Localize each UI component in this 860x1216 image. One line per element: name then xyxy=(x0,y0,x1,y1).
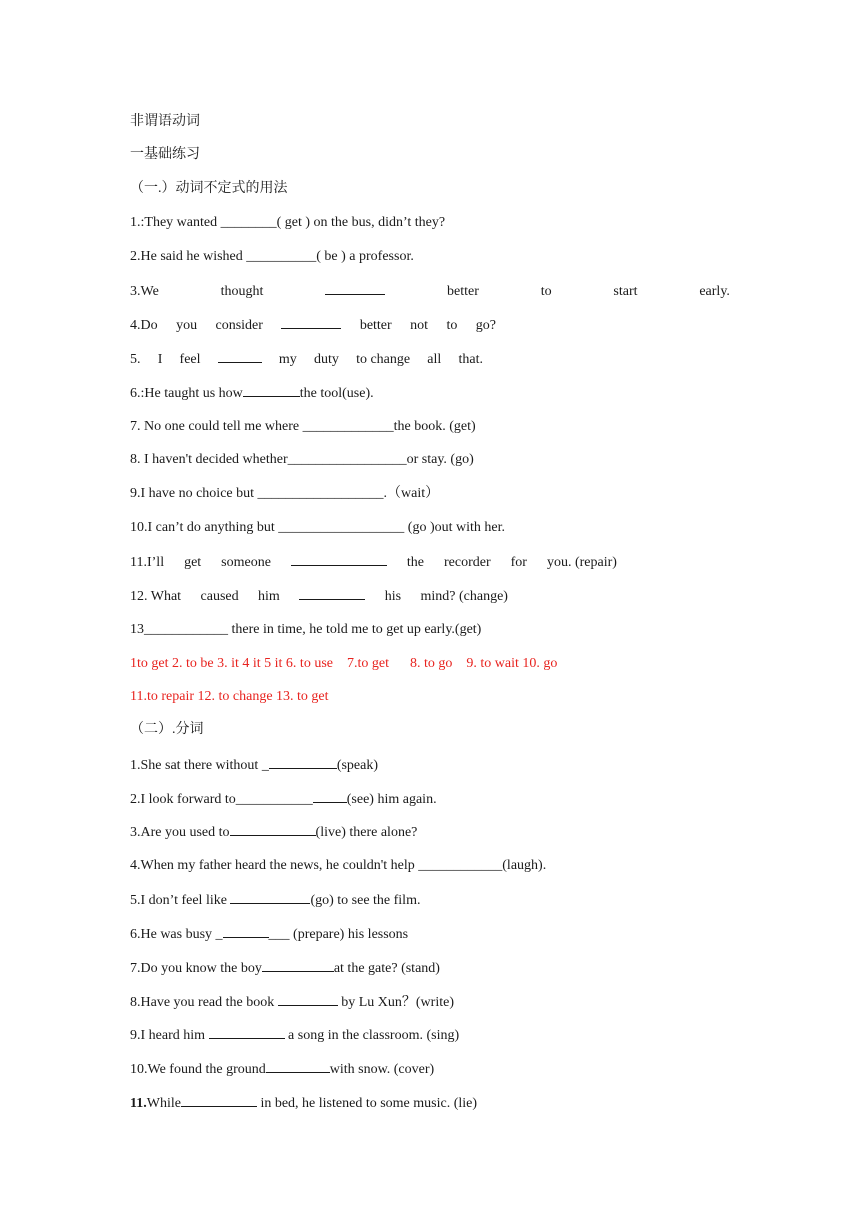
question-13: 13____________ there in time, he told me to get up early.(get) xyxy=(130,622,482,637)
question-5: 5. I feel my duty to change all that. xyxy=(130,352,483,367)
question-1: 1.:They wanted ________( get ) on the bus, didn’t they? xyxy=(130,215,446,230)
question-8: 8. I haven't decided whether_________________or stay. (go) xyxy=(130,452,474,467)
participle-question-11: 11.While in bed, he listened to some music. (lie) xyxy=(130,1096,478,1111)
answer-key-line-1: 1to get 2. to be 3. it 4 it 5 it 6. to use 7.to get 8. to go 9. to wait 10. go xyxy=(130,656,558,671)
subsection-heading-participle: （二）.分词 xyxy=(130,722,204,737)
participle-question-9: 9.I heard him a song in the classroom. (sing) xyxy=(130,1028,460,1043)
answer-blank xyxy=(230,891,310,904)
question-11: 11.I’ll get someone the recorder for you. (repair) xyxy=(130,555,617,570)
subsection-heading-infinitive: （一.）动词不定式的用法 xyxy=(130,181,288,196)
question-10: 10.I can’t do anything but __________________ (go )out with her. xyxy=(130,520,505,535)
question-6: 6.:He taught us how the tool(use). xyxy=(130,386,374,401)
participle-question-7: 7.Do you know the boy at the gate? (stand) xyxy=(130,961,440,976)
participle-question-5: 5.I don’t feel like (go) to see the film. xyxy=(130,893,421,908)
answer-blank xyxy=(281,316,341,329)
participle-question-4: 4.When my father heard the news, he couldn't help ____________(laugh). xyxy=(130,858,547,873)
answer-blank xyxy=(299,587,365,600)
answer-blank xyxy=(313,790,347,803)
question-7: 7. No one could tell me where _____________the book. (get) xyxy=(130,419,476,434)
answer-blank xyxy=(230,823,316,836)
answer-blank xyxy=(325,282,385,295)
answer-blank xyxy=(266,1060,330,1073)
answer-blank xyxy=(223,925,269,938)
answer-blank xyxy=(181,1094,257,1107)
question-12: 12. What caused him his mind? (change) xyxy=(130,589,508,604)
answer-key-line-2: 11.to repair 12. to change 13. to get xyxy=(130,689,329,704)
answer-blank xyxy=(209,1026,285,1039)
question-4: 4.Do you consider better not to go? xyxy=(130,318,496,333)
question-2: 2.He said he wished __________( be ) a professor. xyxy=(130,249,414,264)
question-3: 3.We thought better to start early. xyxy=(130,284,730,299)
participle-question-2: 2.I look forward to___________ (see) him again. xyxy=(130,792,437,807)
answer-blank xyxy=(278,993,338,1006)
participle-question-3: 3.Are you used to (live) there alone? xyxy=(130,825,418,840)
participle-question-6: 6.He was busy _ ___ (prepare) his lessons xyxy=(130,927,409,942)
participle-question-8: 8.Have you read the book by Lu Xun？(write) xyxy=(130,995,454,1010)
answer-blank xyxy=(262,959,334,972)
participle-question-1: 1.She sat there without _ (speak) xyxy=(130,758,379,773)
answer-blank xyxy=(243,384,300,397)
answer-blank xyxy=(291,553,387,566)
answer-blank xyxy=(269,756,337,769)
answer-blank xyxy=(218,350,262,363)
section-heading: 一基础练习 xyxy=(130,147,200,162)
document-title: 非谓语动词 xyxy=(130,114,200,129)
participle-question-10: 10.We found the ground with snow. (cover) xyxy=(130,1062,435,1077)
question-9: 9.I have no choice but __________________.（wait） xyxy=(130,486,440,501)
